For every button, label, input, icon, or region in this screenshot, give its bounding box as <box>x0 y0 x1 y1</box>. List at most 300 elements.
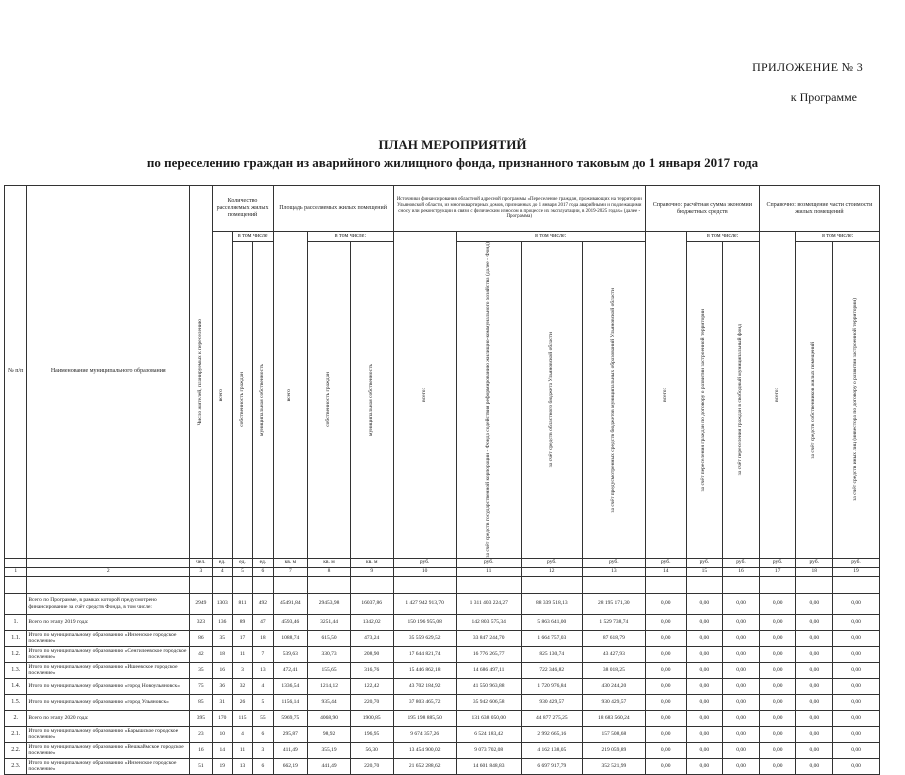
row-value: 323 <box>190 614 212 630</box>
row-value: 142 803 575,34 <box>456 614 521 630</box>
row-value: 0,00 <box>759 742 796 758</box>
row-value: 0,00 <box>686 593 723 614</box>
header-comp-owners <box>796 242 833 559</box>
row-value: 32 <box>232 678 252 694</box>
row-value: 115 <box>232 710 252 726</box>
row-value: 0,00 <box>686 726 723 742</box>
row-value: 14 601 848,83 <box>456 758 521 774</box>
header-area-citizens-text: собственность граждан <box>325 372 332 428</box>
row-value: 472,41 <box>273 662 308 678</box>
header-residents-text: Число жителей, планируемых к переселению <box>196 318 203 425</box>
row-value: 36 <box>212 678 232 694</box>
row-value: 1 529 738,74 <box>582 614 645 630</box>
column-number: 17 <box>759 567 796 576</box>
spacer-row <box>5 576 880 593</box>
table-row <box>5 758 880 774</box>
row-value: 0,00 <box>759 710 796 726</box>
row-value: 0,00 <box>833 614 880 630</box>
row-value: 2 992 665,16 <box>521 726 582 742</box>
unit-cell: кв. м <box>308 558 351 567</box>
row-value: 811 <box>232 593 252 614</box>
row-value: 0,00 <box>645 742 686 758</box>
table-row <box>5 614 880 630</box>
header-compensation-group: Справочно: возмещение части стоимости жилых помещений <box>759 186 879 232</box>
row-value: 3 <box>253 742 273 758</box>
row-name: Итого по муниципальному образованию «Сенгилеевское городское поселение» <box>27 646 190 662</box>
column-number: 10 <box>393 567 456 576</box>
row-value: 3251,44 <box>308 614 351 630</box>
header-comp-total-text: всего: <box>773 387 780 402</box>
header-area-municipal <box>350 242 393 559</box>
row-value: 0,00 <box>796 710 833 726</box>
row-value: 0,00 <box>645 614 686 630</box>
row-number: 1.5. <box>5 694 27 710</box>
row-value: 3 <box>232 662 252 678</box>
row-number: 1. <box>5 614 27 630</box>
header-area-incl: в том числе: <box>308 232 393 242</box>
row-value: 13 <box>253 662 273 678</box>
row-value: 17 <box>232 630 252 646</box>
row-value: 0,00 <box>645 630 686 646</box>
row-value: 16037,86 <box>350 593 393 614</box>
column-numbers-row <box>5 567 880 576</box>
row-value: 0,00 <box>723 758 760 774</box>
header-economy-group: Справочно: расчётная сумма экономии бюджетных средств <box>645 186 759 232</box>
row-value: 825 130,74 <box>521 646 582 662</box>
row-value: 4 <box>232 726 252 742</box>
row-value: 19 <box>212 758 232 774</box>
row-value: 13 454 900,02 <box>393 742 456 758</box>
row-value: 86 <box>190 630 212 646</box>
row-number: 1.3. <box>5 662 27 678</box>
row-value: 0,00 <box>686 630 723 646</box>
row-value: 33 847 244,70 <box>456 630 521 646</box>
row-value: 1336,54 <box>273 678 308 694</box>
row-value: 122,42 <box>350 678 393 694</box>
row-value: 0,00 <box>759 646 796 662</box>
row-value: 4 <box>253 678 273 694</box>
row-value: 0,00 <box>796 614 833 630</box>
header-comp-other-text: за счёт средств иных лиц (инвестора по договору о развитии застроенной территории) <box>852 298 859 502</box>
header-num: № п/п <box>5 186 27 559</box>
header-comp-owners-text: за счёт средств собственников жилых помещений <box>810 341 817 459</box>
row-value: 1 664 757,03 <box>521 630 582 646</box>
row-value: 87 618,79 <box>582 630 645 646</box>
row-value: 441,49 <box>308 758 351 774</box>
row-value: 18 <box>253 630 273 646</box>
header-rooms-municipal-text: муниципальная собственность <box>259 363 265 436</box>
unit-cell <box>5 558 27 567</box>
header-comp-total <box>759 232 796 559</box>
header-econ-contract <box>686 242 723 559</box>
units-row <box>5 558 880 567</box>
table-row <box>5 593 880 614</box>
row-value: 136 <box>212 614 232 630</box>
row-value: 0,00 <box>645 593 686 614</box>
column-number: 4 <box>212 567 232 576</box>
row-value: 42 <box>190 646 212 662</box>
row-value: 1303 <box>212 593 232 614</box>
row-value: 75 <box>190 678 212 694</box>
row-value: 37 803 465,72 <box>393 694 456 710</box>
row-value: 4068,90 <box>308 710 351 726</box>
row-value: 0,00 <box>833 593 880 614</box>
row-number <box>5 593 27 614</box>
row-value: 0,00 <box>796 678 833 694</box>
header-fin-regional <box>521 242 582 559</box>
column-number: 19 <box>833 567 880 576</box>
header-residents <box>190 186 212 559</box>
row-name: Всего по этапу 2019 года: <box>27 614 190 630</box>
row-value: 0,00 <box>723 710 760 726</box>
row-value: 6 <box>253 758 273 774</box>
row-value: 0,00 <box>833 758 880 774</box>
row-value: 2949 <box>190 593 212 614</box>
row-value: 0,00 <box>759 630 796 646</box>
row-value: 18 <box>212 646 232 662</box>
column-number: 16 <box>723 567 760 576</box>
row-value: 10 <box>212 726 232 742</box>
row-value: 131 638 050,00 <box>456 710 521 726</box>
row-value: 352 521,99 <box>582 758 645 774</box>
row-value: 18 683 560,24 <box>582 710 645 726</box>
header-econ-free <box>723 242 760 559</box>
row-value: 29453,98 <box>308 593 351 614</box>
row-name: Итого по муниципальному образованию «город Новоульяновск» <box>27 678 190 694</box>
unit-cell: ед. <box>253 558 273 567</box>
row-value: 38 018,25 <box>582 662 645 678</box>
row-value: 0,00 <box>686 694 723 710</box>
table-row <box>5 630 880 646</box>
row-value: 930 429,57 <box>521 694 582 710</box>
row-name: Всего по этапу 2020 года: <box>27 710 190 726</box>
document-subtitle: по переселению граждан из аварийного жилищного фонда, признанного таковым до 1 января 2017 года <box>146 155 759 170</box>
header-fin-local-text: за счёт предусмотренных средств бюджетов муниципальных образований Ульяновской области <box>609 287 616 513</box>
row-value: 0,00 <box>686 742 723 758</box>
header-econ-total <box>645 232 686 559</box>
row-value: 1 311 403 224,27 <box>456 593 521 614</box>
column-number: 1 <box>5 567 27 576</box>
header-rooms-citizens <box>232 242 252 559</box>
unit-cell: руб. <box>833 558 880 567</box>
row-value: 195 198 885,50 <box>393 710 456 726</box>
header-area-total-text: всего <box>286 388 293 401</box>
row-value: 0,00 <box>759 614 796 630</box>
row-value: 615,50 <box>308 630 351 646</box>
header-rooms-total-text: всего <box>218 388 225 401</box>
row-value: 0,00 <box>686 758 723 774</box>
header-comp-incl: в том числе: <box>796 232 880 242</box>
unit-cell: чел. <box>190 558 212 567</box>
row-name: Итого по муниципальному образованию «город Ульяновск» <box>27 694 190 710</box>
header-area-municipal-text: муниципальная собственность <box>367 363 374 436</box>
header-econ-incl: в том числе: <box>686 232 759 242</box>
row-name: Итого по муниципальному образованию «Ишеевское городское поселение» <box>27 662 190 678</box>
header-fin-fund <box>456 242 521 559</box>
row-value: 395 <box>190 710 212 726</box>
appendix-number: ПРИЛОЖЕНИЕ № 3 <box>752 60 863 74</box>
row-name: Итого по муниципальному образованию «Инзенское городское поселение» <box>27 758 190 774</box>
row-value: 0,00 <box>645 758 686 774</box>
row-value: 0,00 <box>723 678 760 694</box>
row-value: 411,49 <box>273 742 308 758</box>
row-value: 0,00 <box>723 646 760 662</box>
row-value: 157 508,68 <box>582 726 645 742</box>
header-rooms-citizens-text: собственность граждан <box>238 372 245 428</box>
header-econ-free-text: за счёт переселения граждан в свободный муниципальный фонд <box>737 324 744 476</box>
column-number: 18 <box>796 567 833 576</box>
row-value: 43 427,93 <box>582 646 645 662</box>
row-value: 6 524 183,42 <box>456 726 521 742</box>
row-number: 1.4. <box>5 678 27 694</box>
unit-cell: ед. <box>212 558 232 567</box>
header-fin-regional-text: за счёт средств областного бюджета Ульяновской области <box>547 332 554 468</box>
row-value: 150 196 955,08 <box>393 614 456 630</box>
unit-cell: руб. <box>645 558 686 567</box>
row-value: 35 <box>212 630 232 646</box>
header-fin-total <box>393 232 456 559</box>
row-value: 355,19 <box>308 742 351 758</box>
row-value: 219 059,89 <box>582 742 645 758</box>
header-fin-incl: в том числе: <box>456 232 645 242</box>
row-value: 155,65 <box>308 662 351 678</box>
row-value: 0,00 <box>833 742 880 758</box>
table-row <box>5 726 880 742</box>
row-number: 2. <box>5 710 27 726</box>
row-value: 473,24 <box>350 630 393 646</box>
row-value: 14 686 497,11 <box>456 662 521 678</box>
row-value: 45491,84 <box>273 593 308 614</box>
row-value: 0,00 <box>723 726 760 742</box>
row-value: 44 877 275,25 <box>521 710 582 726</box>
column-number: 3 <box>190 567 212 576</box>
row-name: Всего по Программе, в рамках которой предусмотрено финансирование за счёт средств Фонда, в том числе: <box>27 593 190 614</box>
row-value: 492 <box>253 593 273 614</box>
header-fin-fund-text: за счёт средств государственной корпорации - Фонда содействия реформированию жилищно-коммунального хозяйства (далее - Фонд) <box>484 242 491 558</box>
unit-cell: руб. <box>686 558 723 567</box>
row-value: 85 <box>190 694 212 710</box>
column-number: 12 <box>521 567 582 576</box>
row-value: 6 <box>253 726 273 742</box>
row-name: Итого по муниципальному образованию «Вешкаймское городское поселение» <box>27 742 190 758</box>
header-comp-other <box>833 242 880 559</box>
row-value: 1 720 976,84 <box>521 678 582 694</box>
column-number: 7 <box>273 567 308 576</box>
row-value: 0,00 <box>796 726 833 742</box>
row-value: 35 559 629,52 <box>393 630 456 646</box>
row-value: 21 652 288,62 <box>393 758 456 774</box>
unit-cell: кв. м <box>273 558 308 567</box>
row-value: 35 942 606,58 <box>456 694 521 710</box>
row-value: 16 <box>212 662 232 678</box>
row-value: 23 <box>190 726 212 742</box>
row-value: 28 195 171,30 <box>582 593 645 614</box>
header-fin-local <box>582 242 645 559</box>
row-value: 0,00 <box>833 678 880 694</box>
row-value: 55 <box>253 710 273 726</box>
row-value: 6 697 917,79 <box>521 758 582 774</box>
row-value: 89 <box>232 614 252 630</box>
column-number: 15 <box>686 567 723 576</box>
row-value: 0,00 <box>833 710 880 726</box>
row-value: 662,19 <box>273 758 308 774</box>
header-econ-total-text: всего: <box>661 387 668 402</box>
table-row <box>5 694 880 710</box>
row-value: 722 346,82 <box>521 662 582 678</box>
row-value: 0,00 <box>796 758 833 774</box>
row-value: 1900,85 <box>350 710 393 726</box>
row-value: 26 <box>232 694 252 710</box>
row-value: 16 <box>190 742 212 758</box>
header-rooms-municipal <box>253 242 273 559</box>
row-value: 1 427 942 913,70 <box>393 593 456 614</box>
row-value: 430 244,20 <box>582 678 645 694</box>
row-number: 1.2. <box>5 646 27 662</box>
header-area-citizens <box>308 242 351 559</box>
row-value: 0,00 <box>759 593 796 614</box>
row-value: 9 674 357,26 <box>393 726 456 742</box>
row-number: 1.1. <box>5 630 27 646</box>
row-value: 316,76 <box>350 662 393 678</box>
header-fin-total-text: всего: <box>420 387 427 402</box>
row-value: 35 <box>190 662 212 678</box>
row-name: Итого по муниципальному образованию «Барышское городское поселение» <box>27 726 190 742</box>
row-value: 0,00 <box>686 646 723 662</box>
row-value: 0,00 <box>796 694 833 710</box>
row-value: 330,73 <box>308 646 351 662</box>
row-value: 0,00 <box>723 662 760 678</box>
row-value: 0,00 <box>645 694 686 710</box>
row-value: 47 <box>253 614 273 630</box>
header-rooms-total <box>212 232 232 559</box>
row-value: 208,90 <box>350 646 393 662</box>
row-value: 935,44 <box>308 694 351 710</box>
row-value: 0,00 <box>796 662 833 678</box>
row-value: 56,30 <box>350 742 393 758</box>
row-value: 0,00 <box>723 630 760 646</box>
row-value: 11 <box>232 742 252 758</box>
row-value: 0,00 <box>833 630 880 646</box>
row-value: 0,00 <box>796 630 833 646</box>
column-number: 2 <box>27 567 190 576</box>
row-value: 4 162 138,05 <box>521 742 582 758</box>
table-row <box>5 710 880 726</box>
row-value: 17 644 821,74 <box>393 646 456 662</box>
row-value: 0,00 <box>645 678 686 694</box>
header-econ-contract-text: за счёт переселения граждан по договору о развитии застроенной территории <box>700 308 707 492</box>
row-value: 5 863 641,00 <box>521 614 582 630</box>
row-value: 0,00 <box>833 646 880 662</box>
row-value: 0,00 <box>686 662 723 678</box>
row-value: 5969,75 <box>273 710 308 726</box>
column-number: 9 <box>350 567 393 576</box>
row-value: 196,95 <box>350 726 393 742</box>
row-value: 220,70 <box>350 694 393 710</box>
row-value: 930 429,57 <box>582 694 645 710</box>
column-number: 8 <box>308 567 351 576</box>
column-number: 6 <box>253 567 273 576</box>
header-financing-group: Источники финансирования областной адресной программы «Переселение граждан, проживающих на территории Ульяновской области, из многоквартирных домов, признанных до 1 января 2017 года аварийными и подлежащими сносу или реконструкции в связи с физическим износом в процессе их эксплуатации, в 2019-2025 годах» (далее - Программа) <box>393 186 645 232</box>
row-value: 0,00 <box>759 662 796 678</box>
unit-cell: руб. <box>759 558 796 567</box>
document-title: ПЛАН МЕРОПРИЯТИЙ <box>378 137 527 152</box>
plan-table <box>4 185 880 775</box>
row-value: 0,00 <box>759 694 796 710</box>
row-value: 0,00 <box>759 758 796 774</box>
header-name: Наименование муниципального образования <box>27 186 190 559</box>
row-value: 1342,02 <box>350 614 393 630</box>
row-name: Итого по муниципальному образованию «Инзенское городское поселение» <box>27 630 190 646</box>
row-value: 170 <box>212 710 232 726</box>
column-number: 13 <box>582 567 645 576</box>
header-area-total <box>273 232 308 559</box>
row-value: 295,87 <box>273 726 308 742</box>
row-value: 0,00 <box>723 614 760 630</box>
table-row <box>5 662 880 678</box>
row-value: 0,00 <box>723 694 760 710</box>
row-value: 0,00 <box>645 646 686 662</box>
row-value: 16 776 265,77 <box>456 646 521 662</box>
unit-cell: руб. <box>796 558 833 567</box>
appendix-reference: к Программе <box>790 90 857 104</box>
row-value: 7 <box>253 646 273 662</box>
row-value: 88 339 518,13 <box>521 593 582 614</box>
row-value: 0,00 <box>686 678 723 694</box>
row-value: 11 <box>232 646 252 662</box>
table-row <box>5 646 880 662</box>
row-value: 0,00 <box>645 726 686 742</box>
row-value: 51 <box>190 758 212 774</box>
row-value: 0,00 <box>833 662 880 678</box>
table-body <box>5 576 880 774</box>
header-rooms-group: Количество расселяемых жилых помещений <box>212 186 273 232</box>
row-value: 14 <box>212 742 232 758</box>
row-value: 0,00 <box>833 694 880 710</box>
unit-cell: руб. <box>521 558 582 567</box>
row-value: 41 550 963,88 <box>456 678 521 694</box>
row-value: 0,00 <box>723 593 760 614</box>
column-number: 14 <box>645 567 686 576</box>
row-value: 43 702 184,92 <box>393 678 456 694</box>
unit-cell: руб. <box>456 558 521 567</box>
row-value: 31 <box>212 694 232 710</box>
header-rooms-incl: в том числе <box>232 232 273 242</box>
table-row <box>5 742 880 758</box>
row-value: 9 073 702,08 <box>456 742 521 758</box>
unit-cell: руб. <box>582 558 645 567</box>
row-value: 0,00 <box>686 710 723 726</box>
row-value: 5 <box>253 694 273 710</box>
row-value: 0,00 <box>796 593 833 614</box>
row-value: 0,00 <box>796 742 833 758</box>
row-value: 539,63 <box>273 646 308 662</box>
row-value: 13 <box>232 758 252 774</box>
row-value: 15 446 862,18 <box>393 662 456 678</box>
column-number: 11 <box>456 567 521 576</box>
unit-cell: кв. м <box>350 558 393 567</box>
row-value: 0,00 <box>645 662 686 678</box>
unit-cell: ед. <box>232 558 252 567</box>
row-value: 0,00 <box>796 646 833 662</box>
row-value: 4593,46 <box>273 614 308 630</box>
row-value: 0,00 <box>723 742 760 758</box>
row-number: 2.3. <box>5 758 27 774</box>
unit-cell: руб. <box>723 558 760 567</box>
column-number: 5 <box>232 567 252 576</box>
unit-cell <box>27 558 190 567</box>
row-value: 98,92 <box>308 726 351 742</box>
table-row <box>5 678 880 694</box>
